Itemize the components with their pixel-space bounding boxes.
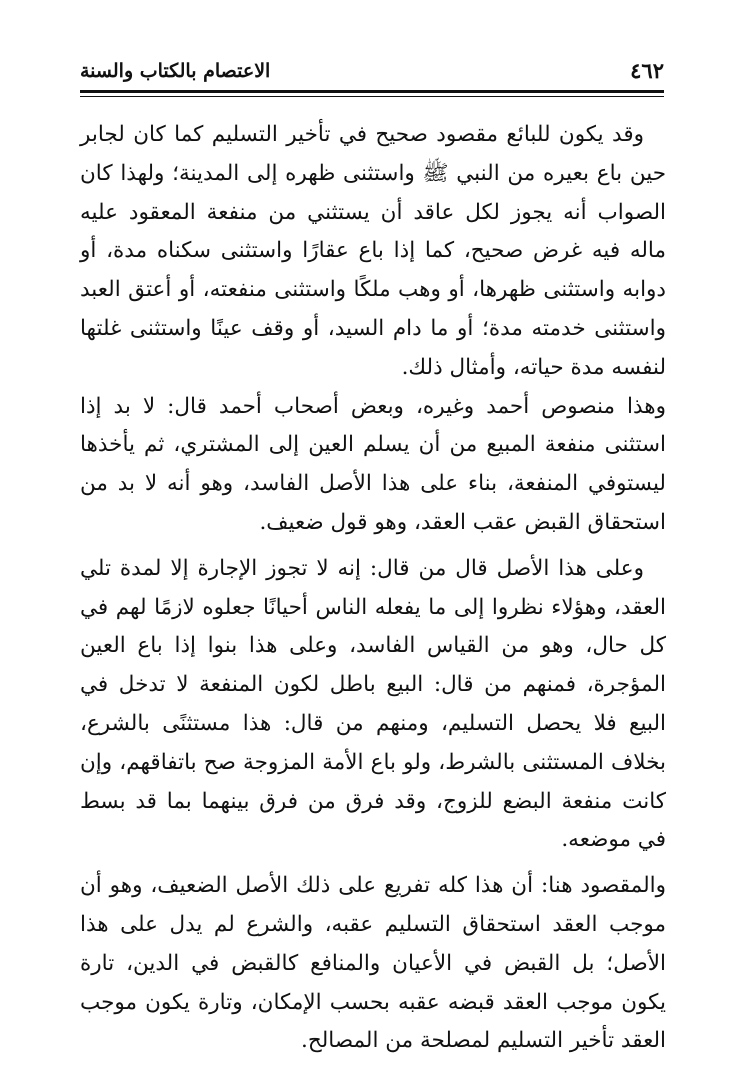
- paragraph-4: والمقصود هنا: أن هذا كله تفريع على ذلك الأصل الضعيف، وهو أن موجب العقد استحقاق التسليم عقبه، والشرع لم يدل على هذا الأصل؛ بل القبض في الأعيان والمنافع كالقبض في الدين، تارة يكون موجب العقد قبضه عقبه بحسب الإمكان، وتارة يكون موجب العقد تأخير التسليم لمصلحة من المصالح.: [80, 873, 666, 1054]
- header-rule-thin: [80, 96, 664, 97]
- running-title: الاعتصام بالكتاب والسنة: [80, 60, 271, 82]
- header-rule-thick: [80, 90, 664, 93]
- paragraph-2: وهذا منصوص أحمد وغيره، وبعض أصحاب أحمد قال: لا بد إذا استثنى منفعة المبيع من أن يسلم العين إلى المشتري، ثم يأخذها ليستوفي المنفعة، بناء على هذا الأصل الفاسد، وهو أنه لا بد من استحقاق القبض عقب العقد، وهو قول ضعيف.: [80, 393, 666, 535]
- page-number: ٤٦٢: [630, 58, 664, 83]
- paragraph-1: وقد يكون للبائع مقصود صحيح في تأخير التسليم كما كان لجابر حين باع بعيره من النبي ﷺ واستثنى ظهره إلى المدينة؛ ولهذا كان الصواب أنه يجوز لكل عاقد أن يستثني من منفعة المعقود عليه ماله فيه غرض صحيح، كما إذا باع عقارًا واستثنى سكناه مدة، أو دوابه واستثنى ظهرها، أو وهب ملكًا واستثنى منفعته، أو أعتق العبد واستثنى خدمته مدة؛ أو ما دام السيد، أو وقف عينًا واستثنى غلتها لنفسه مدة حياته، وأمثال ذلك.: [80, 122, 666, 380]
- page-header: [80, 56, 664, 92]
- paragraph-3: وعلى هذا الأصل قال من قال: إنه لا تجوز الإجارة إلا لمدة تلي العقد، وهؤلاء نظروا إلى ما يفعله الناس أحيانًا جعلوه لازمًا لهم في كل حال، وهو من القياس الفاسد، وعلى هذا بنوا إذا باع العين المؤجرة، فمنهم من قال: البيع باطل لكون المنفعة لا تدخل في البيع فلا يحصل التسليم، ومنهم من قال: هذا مستثنًى بالشرع، بخلاف المستثنى بالشرط، ولو باع الأمة المزوجة صح باتفاقهم، وإن كانت منفعة البضع للزوج، وقد فرق من فرق بينهما بما قد بسط في موضعه.: [80, 555, 666, 853]
- main-text: [80, 116, 666, 1061]
